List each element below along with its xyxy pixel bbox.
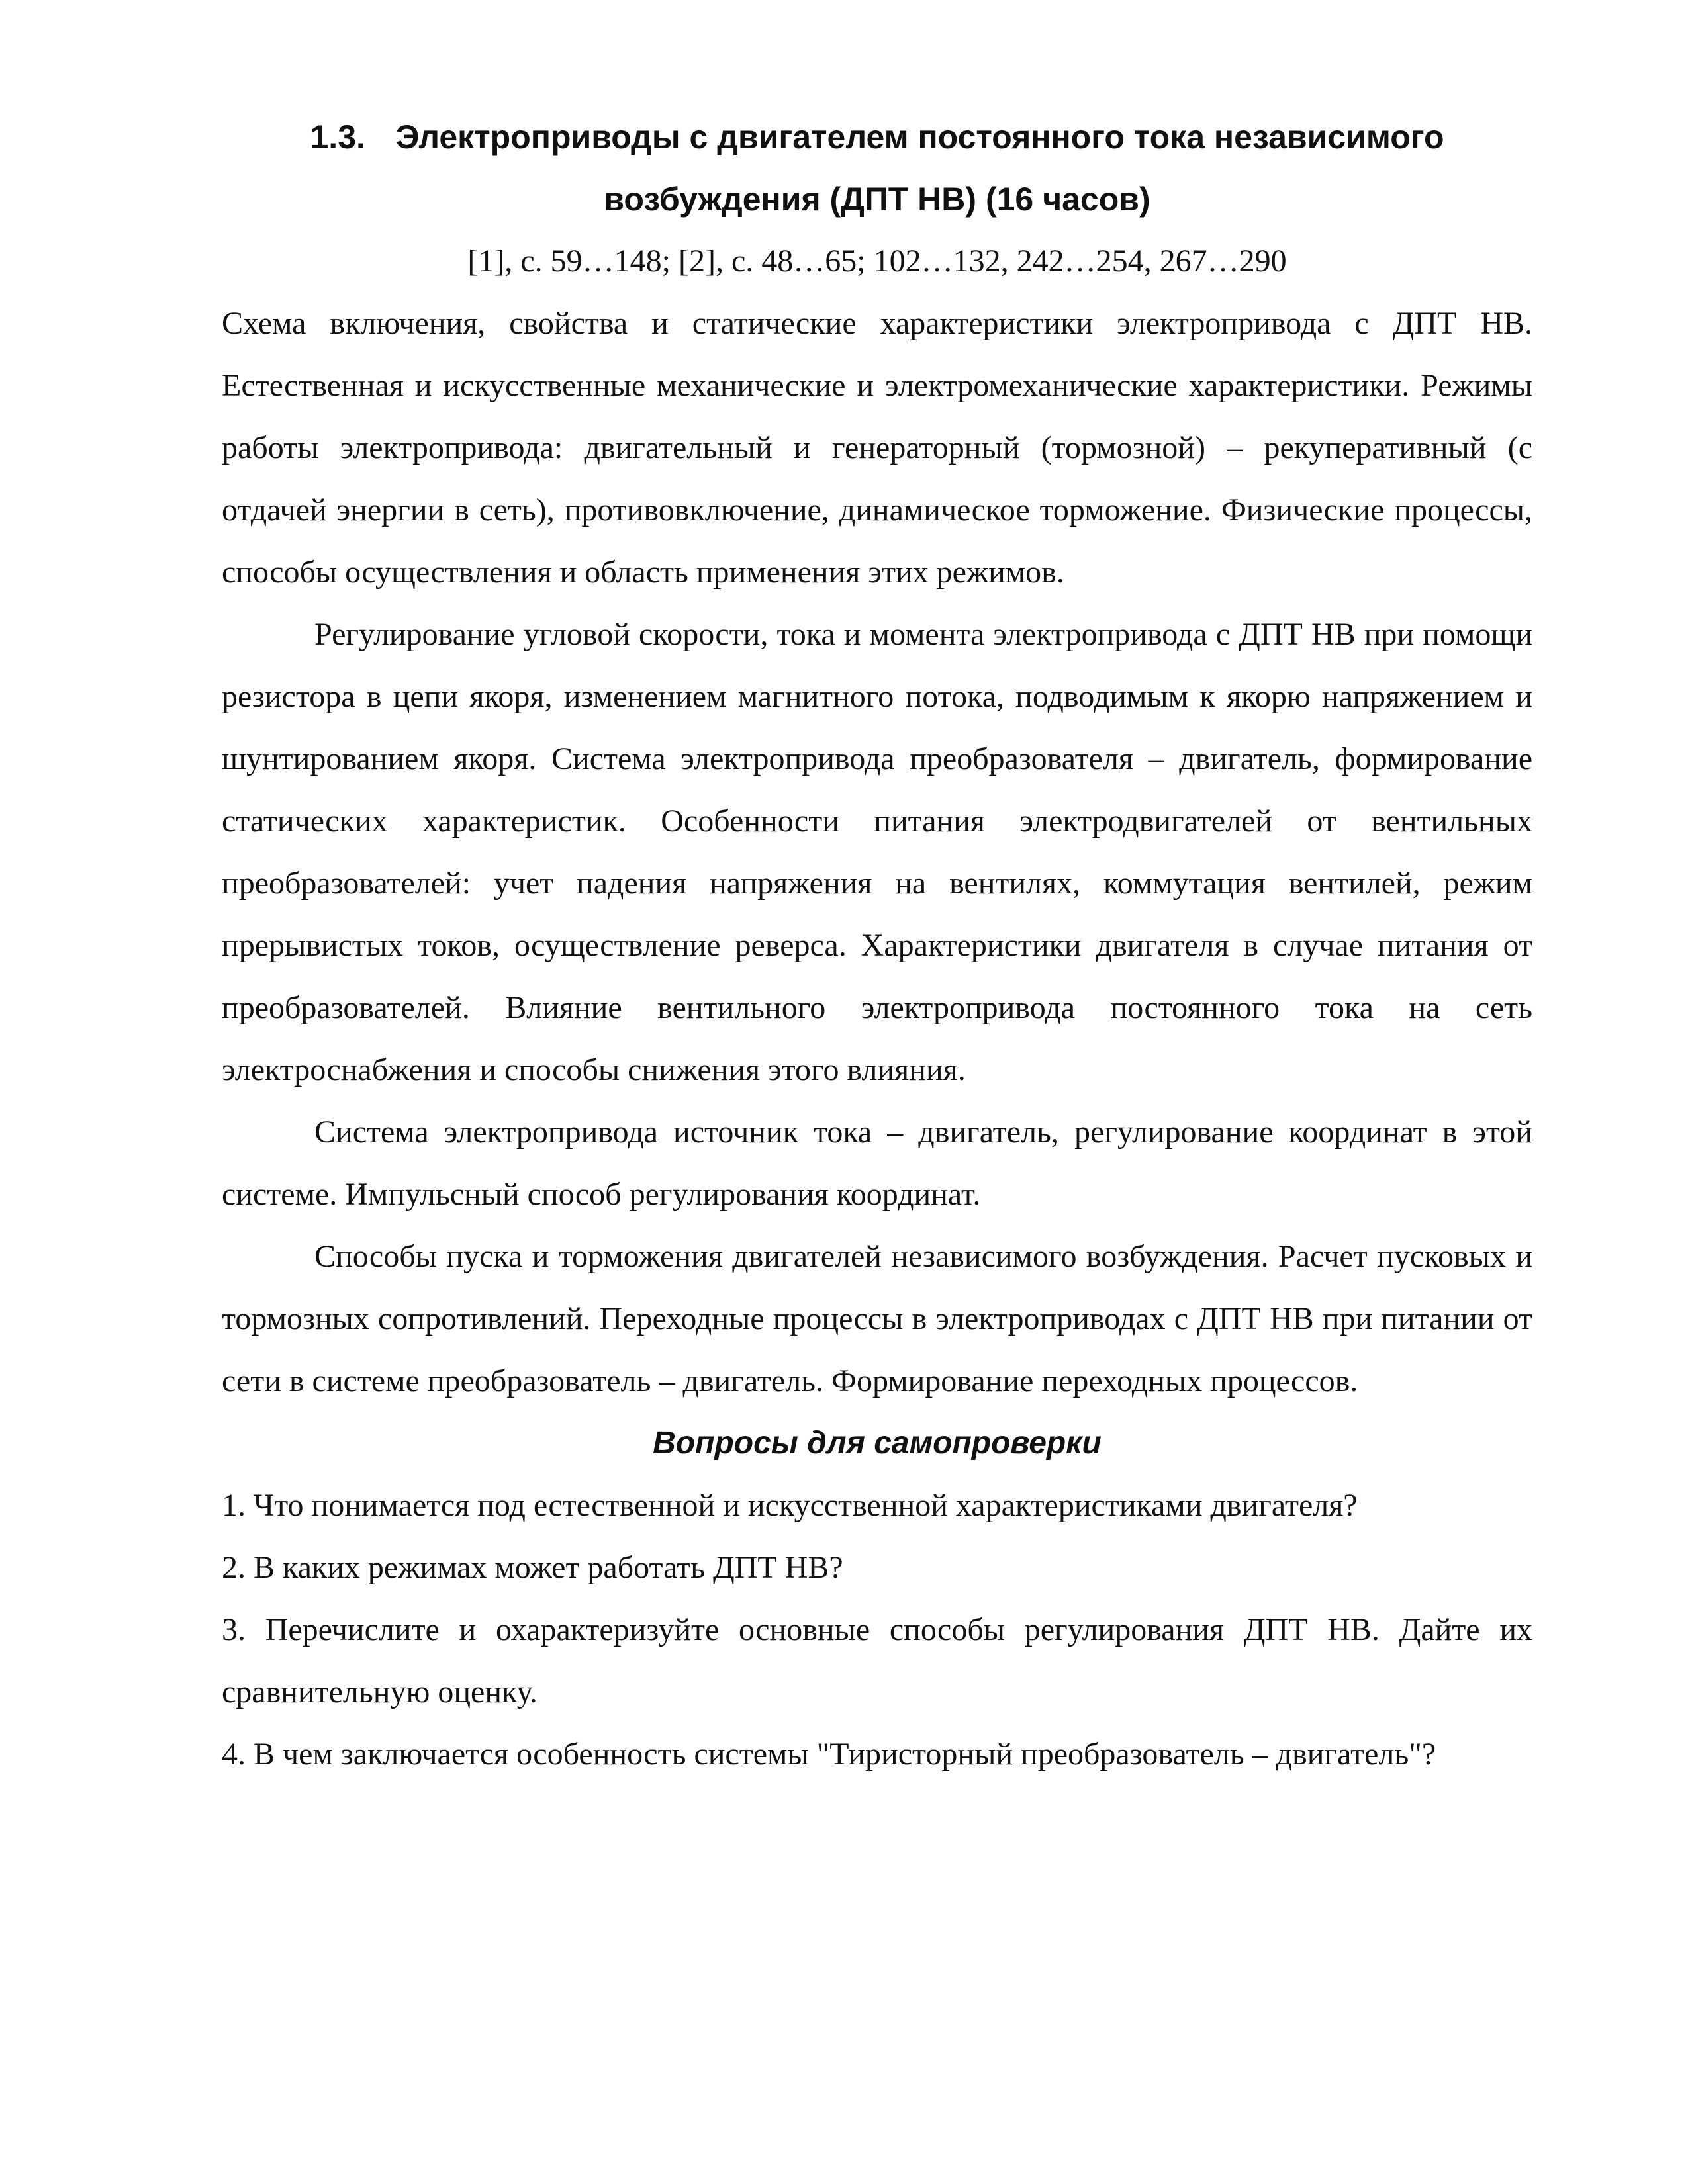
section-number: 1.3. xyxy=(310,118,365,156)
question-item: 2. В каких режимах может работать ДПТ НВ? xyxy=(222,1550,843,1585)
question-item: 4. В чем заключается особенность системы "Тиристорный преобразователь – двигатель"? xyxy=(222,1737,1436,1772)
questions-list xyxy=(222,1475,1532,1786)
document-page xyxy=(222,106,1532,1786)
paragraph-3: Система электропривода источник тока – двигатель, регулирование координат в этой системе. Импульсный способ регулирования координат. xyxy=(222,1115,1532,1212)
questions-heading: Вопросы для самопроверки xyxy=(653,1426,1102,1461)
section-heading-line-1 xyxy=(222,106,1532,168)
question-item: 3. Перечислите и охарактеризуйте основные способы регулирования ДПТ НВ. Дайте их сравнительную оценку. xyxy=(222,1612,1532,1709)
section-heading xyxy=(222,106,1532,230)
paragraph-1: Схема включения, свойства и статические характеристики электропривода с ДПТ НВ. Естественная и искусственные механические и электромеханические характеристики. Режимы работы электропривода: двигательный и генераторный (тормозной) – рекуперативный (с отдачей энергии в сеть), противовключение, динамическое торможение. Физические процессы, способы осуществления и область применения этих режимов. xyxy=(222,306,1532,590)
question-item: 1. Что понимается под естественной и искусственной характеристиками двигателя? xyxy=(222,1488,1358,1523)
paragraph-2: Регулирование угловой скорости, тока и момента электропривода с ДПТ НВ при помощи резистора в цепи якоря, изменением магнитного потока, подводимым к якорю напряжением и шунтированием якоря. Система электропривода преобразователя – двигатель, формирование статических характеристик. Особенности питания электродвигателей от вентильных преобразователей: учет падения напряжения на вентилях, коммутация вентилей, режим прерывистых токов, осуществление реверса. Характеристики двигателя в случае питания от преобразователей. Влияние вентильного электропривода постоянного тока на сеть электроснабжения и способы снижения этого влияния. xyxy=(222,617,1532,1087)
section-title-line-1: Электроприводы с двигателем постоянного тока независимого xyxy=(395,118,1444,156)
references: [1], с. 59…148; [2], с. 48…65; 102…132, 242…254, 267…290 xyxy=(467,244,1287,279)
section-title-line-2: возбуждения (ДПТ НВ) (16 часов) xyxy=(604,181,1150,218)
paragraph-4: Способы пуска и торможения двигателей независимого возбуждения. Расчет пусковых и тормозных сопротивлений. Переходные процессы в электроприводах с ДПТ НВ при питании от сети в системе преобразователь – двигатель. Формирование переходных процессов. xyxy=(222,1239,1532,1398)
